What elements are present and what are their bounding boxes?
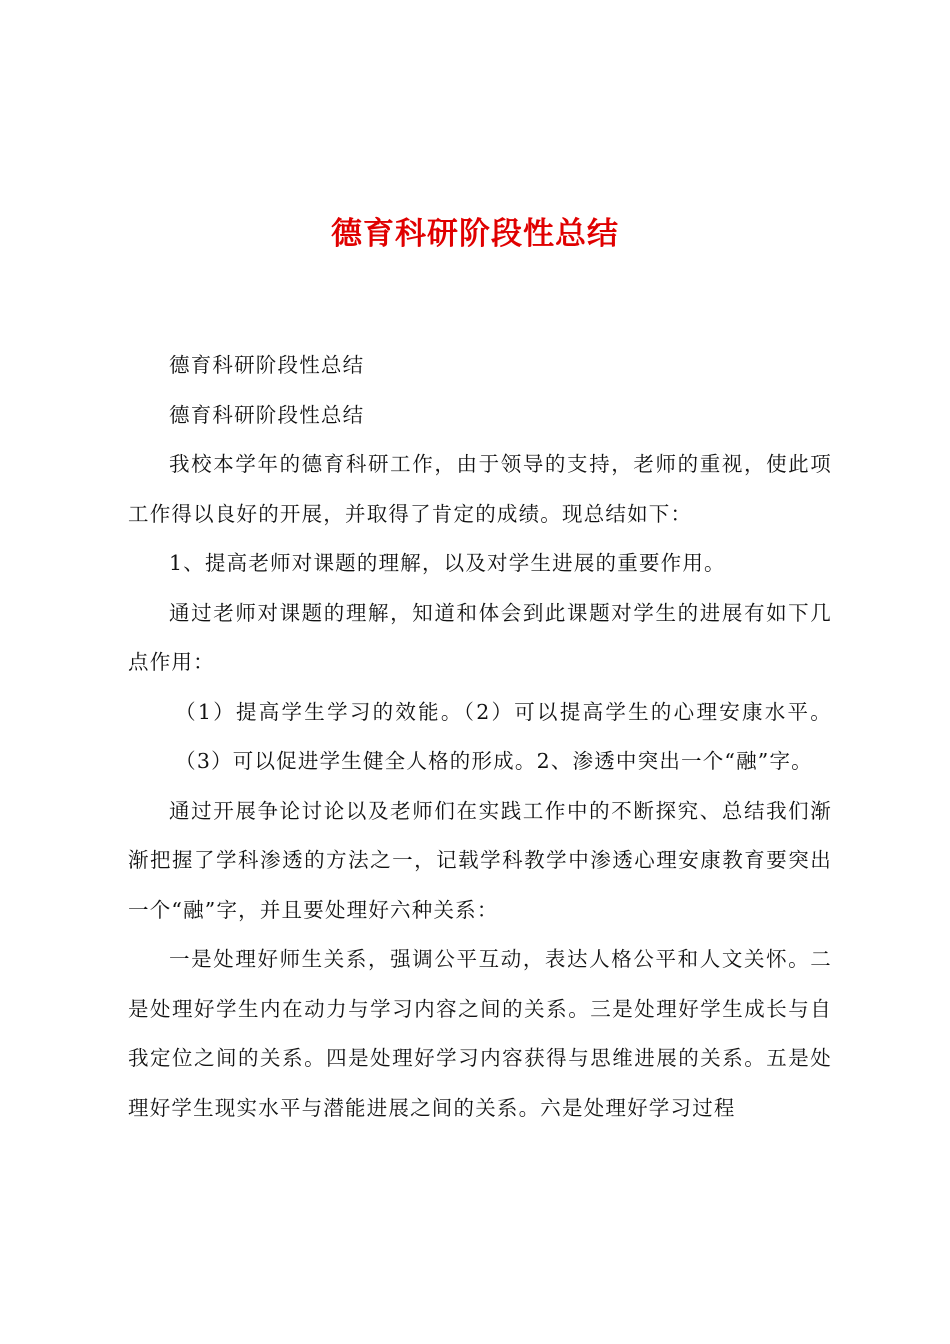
section-heading: 1、提高老师对课题的理解，以及对学生进展的重要作用。 <box>169 551 726 575</box>
paragraph: 一是处理好师生关系，强调公平互动，表达人格公平和人文关怀。二是处理好学生内在动力与学习内容之间的关系。三是处理好学生成长与自我定位之间的关系。四是处理好学习内容获得与思维进展的关系。五是处理好学生现实水平与潜能进展之间的关系。六是处理好学习过程 <box>128 947 832 1120</box>
subtitle-line: 德育科研阶段性总结 <box>169 402 365 427</box>
paragraph: 通过开展争论讨论以及老师们在实践工作中的不断探究、总结我们渐渐把握了学科渗透的方法之一，记载学科教学中渗透心理安康教育要突出一个“融”字，并且要处理好六种关系： <box>128 798 832 922</box>
document-title: 德育科研阶段性总结 <box>331 216 619 252</box>
paragraph: 我校本学年的德育科研工作，由于领导的支持，老师的重视，使此项工作得以良好的开展，并取得了肯定的成绩。现总结如下： <box>128 452 832 526</box>
paragraph: 通过老师对课题的理解，知道和体会到此课题对学生的进展有如下几点作用： <box>128 600 832 674</box>
document-body <box>128 341 832 1133</box>
paragraph: （1）提高学生学习的效能。（2）可以提高学生的心理安康水平。（3）可以促进学生健全人格的形成。2、渗透中突出一个“融”字。 <box>175 699 832 773</box>
subtitle-line: 德育科研阶段性总结 <box>169 353 365 377</box>
